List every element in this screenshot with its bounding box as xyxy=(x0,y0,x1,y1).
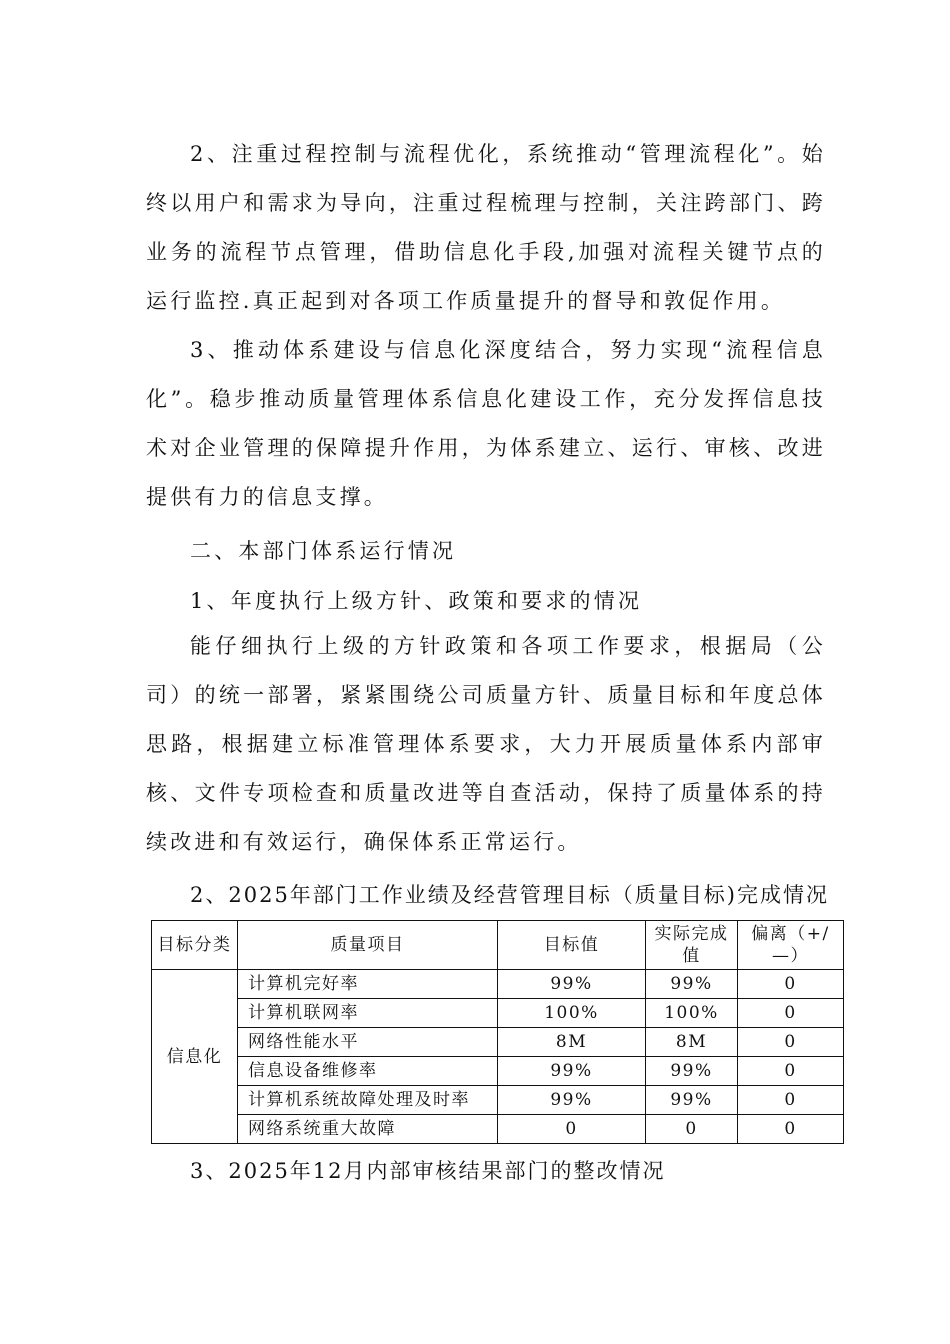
subheading-1: 1、年度执行上级方针、政策和要求的情况 xyxy=(190,589,643,613)
table-header-row xyxy=(152,921,844,970)
actual-cell: 99% xyxy=(646,1086,738,1115)
header-deviation: 偏离（+/—） xyxy=(738,921,844,970)
paragraph-process-control: 2、注重过程控制与流程优化，系统推动“管理流程化”。始终以用户和需求为导向，注重过程梳理与控制，关注跨部门、跨业务的流程节点管理，借助信息化手段,加强对流程关键节点的运行监控.真正起到对各项工作质量提升的督导和敦促作用。 xyxy=(146,142,826,313)
item-cell: 计算机完好率 xyxy=(238,970,498,999)
target-cell: 99% xyxy=(498,1086,646,1115)
subheading-2: 2、2025年部门工作业绩及经营管理目标（质量目标)完成情况 xyxy=(190,883,829,907)
deviation-cell: 0 xyxy=(738,1086,844,1115)
deviation-cell: 0 xyxy=(738,1028,844,1057)
deviation-cell: 0 xyxy=(738,999,844,1028)
header-target: 目标值 xyxy=(498,921,646,970)
quality-target-table xyxy=(151,920,844,1144)
actual-cell: 8M xyxy=(646,1028,738,1057)
category-cell: 信息化 xyxy=(152,970,238,1144)
item-cell: 计算机联网率 xyxy=(238,999,498,1028)
paragraph-policy-execution: 能仔细执行上级的方针政策和各项工作要求，根据局（公司）的统一部署，紧紧围绕公司质量方针、质量目标和年度总体思路，根据建立标准管理体系要求，大力开展质量体系内部审核、文件专项检查和质量改进等自查活动，保持了质量体系的持续改进和有效运行，确保体系正常运行。 xyxy=(146,634,826,854)
deviation-cell: 0 xyxy=(738,1115,844,1144)
item-cell: 计算机系统故障处理及时率 xyxy=(238,1086,498,1115)
target-cell: 8M xyxy=(498,1028,646,1057)
header-actual: 实际完成值 xyxy=(646,921,738,970)
table-row xyxy=(152,970,844,999)
table-row xyxy=(152,1086,844,1115)
target-cell: 99% xyxy=(498,970,646,999)
deviation-cell: 0 xyxy=(738,1057,844,1086)
item-cell: 信息设备维修率 xyxy=(238,1057,498,1086)
section-heading: 二、本部门体系运行情况 xyxy=(190,539,457,563)
subheading-3: 3、2025年12月内部审核结果部门的整改情况 xyxy=(190,1159,666,1183)
target-cell: 0 xyxy=(498,1115,646,1144)
table-row xyxy=(152,1028,844,1057)
deviation-cell: 0 xyxy=(738,970,844,999)
table-row xyxy=(152,999,844,1028)
item-cell: 网络性能水平 xyxy=(238,1028,498,1057)
table-row xyxy=(152,1057,844,1086)
actual-cell: 99% xyxy=(646,970,738,999)
item-cell: 网络系统重大故障 xyxy=(238,1115,498,1144)
header-category: 目标分类 xyxy=(152,921,238,970)
table-row xyxy=(152,1115,844,1144)
actual-cell: 99% xyxy=(646,1057,738,1086)
target-cell: 99% xyxy=(498,1057,646,1086)
header-item: 质量项目 xyxy=(238,921,498,970)
target-cell: 100% xyxy=(498,999,646,1028)
actual-cell: 100% xyxy=(646,999,738,1028)
paragraph-informatization: 3、推动体系建设与信息化深度结合，努力实现“流程信息化”。稳步推动质量管理体系信息化建设工作，充分发挥信息技术对企业管理的保障提升作用，为体系建立、运行、审核、改进提供有力的信息支撑。 xyxy=(146,338,826,509)
actual-cell: 0 xyxy=(646,1115,738,1144)
